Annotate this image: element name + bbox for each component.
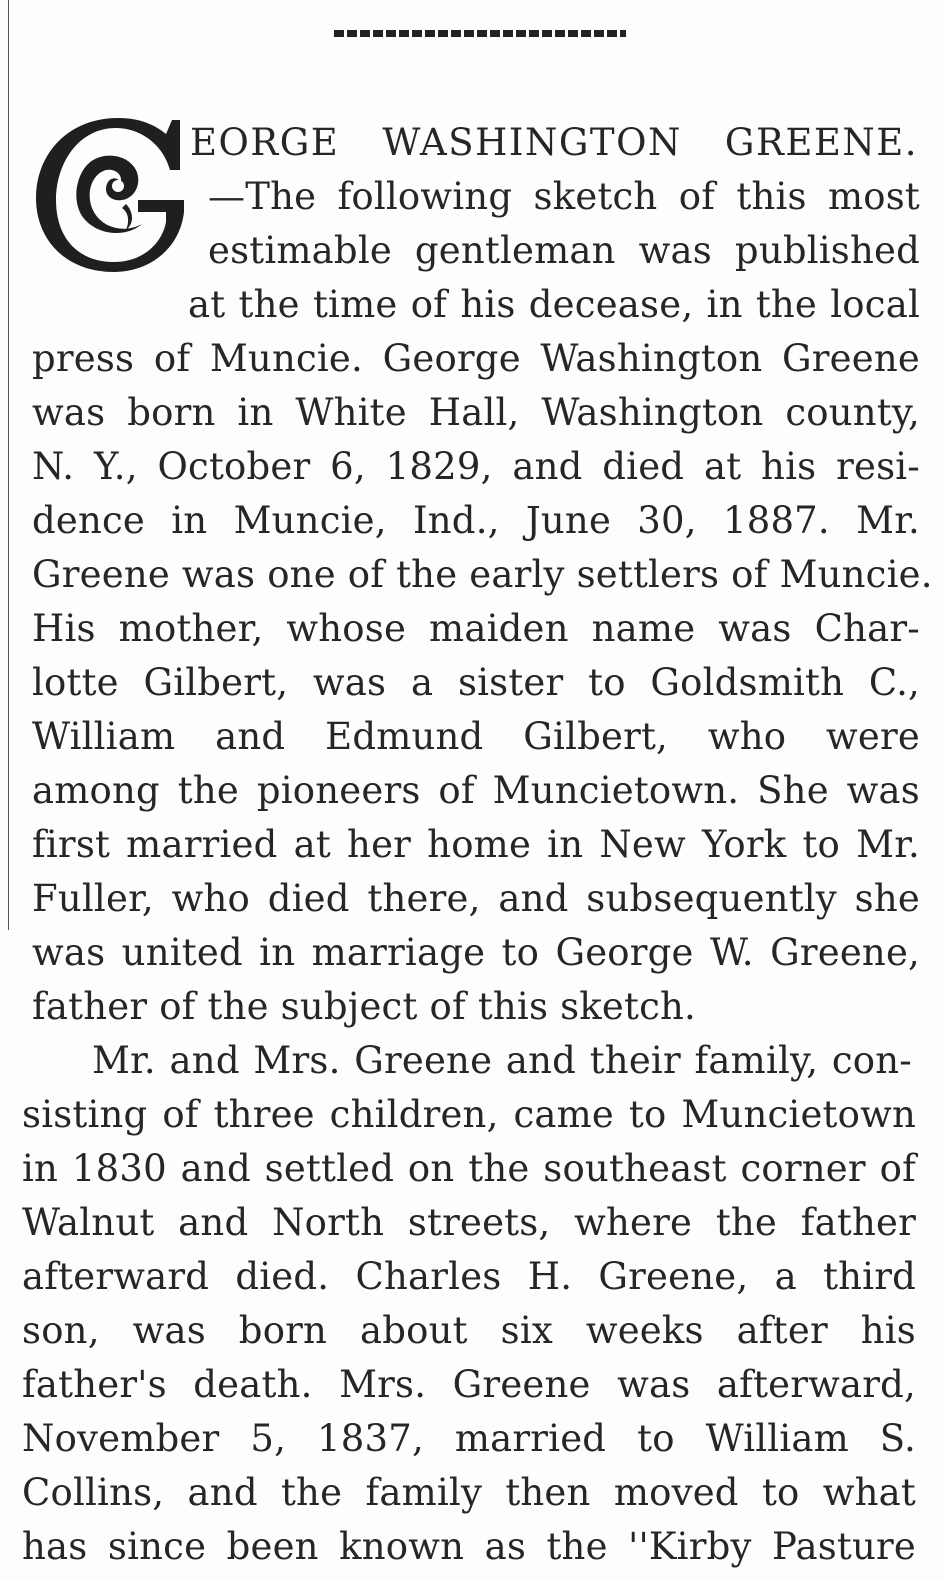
text-line-15: Fuller, who died there, and subsequently she xyxy=(32,877,920,920)
decorative-rule xyxy=(334,30,626,37)
margin-rule xyxy=(8,0,9,930)
text-line-3: estimable gentleman was published xyxy=(208,229,920,272)
text-line-19: sisting of three children, came to Muncietown xyxy=(22,1093,916,1136)
text-line-21: Walnut and North streets, where the father xyxy=(22,1201,916,1244)
text-line-20: in 1830 and settled on the southeast corner of xyxy=(22,1147,916,1190)
text-line-7: N. Y., October 6, 1829, and died at his resi- xyxy=(32,445,920,488)
text-line-8: dence in Muncie, Ind., June 30, 1887. Mr. xyxy=(32,499,920,542)
text-line-26: Collins, and the family then moved to what xyxy=(22,1471,916,1514)
text-line-4: at the time of his decease, in the local xyxy=(188,283,920,326)
text-line-22: afterward died. Charles H. Greene, a third xyxy=(22,1255,916,1298)
text-line-17: father of the subject of this sketch. xyxy=(32,985,697,1028)
text-line-24: father's death. Mrs. Greene was afterward, xyxy=(22,1363,916,1406)
text-line-11: lotte Gilbert, was a sister to Goldsmith C., xyxy=(32,661,920,704)
text-line-2: —The following sketch of this most xyxy=(208,175,920,218)
drop-cap-letter xyxy=(30,112,190,274)
text-line-16: was united in marriage to George W. Greene, xyxy=(32,931,920,974)
text-line-10: His mother, whose maiden name was Char- xyxy=(32,607,920,650)
text-line-5: press of Muncie. George Washington Greene xyxy=(32,337,920,380)
text-line-9: Greene was one of the early settlers of Muncie. xyxy=(32,553,933,596)
text-line-6: was born in White Hall, Washington county, xyxy=(32,391,920,434)
text-line-23: son, was born about six weeks after his xyxy=(22,1309,916,1352)
text-line-25: November 5, 1837, married to William S. xyxy=(22,1417,916,1460)
text-line-1: EORGE WASHINGTON GREENE. xyxy=(190,121,918,164)
text-line-18: Mr. and Mrs. Greene and their family, con- xyxy=(92,1039,912,1082)
text-line-12: William and Edmund Gilbert, who were xyxy=(32,715,920,758)
text-line-13: among the pioneers of Muncietown. She was xyxy=(32,769,920,812)
text-line-27: has since been known as the ''Kirby Pasture xyxy=(22,1525,916,1568)
text-line-14: first married at her home in New York to Mr. xyxy=(32,823,920,866)
